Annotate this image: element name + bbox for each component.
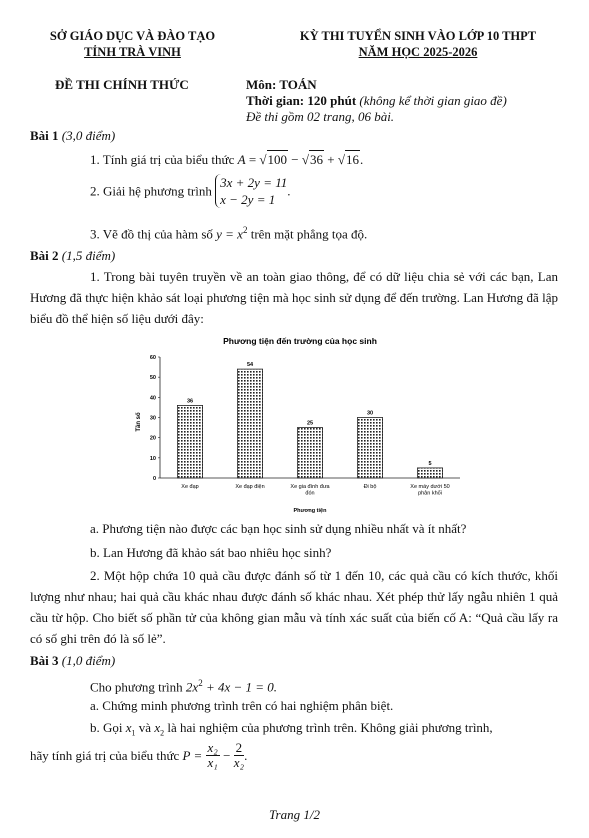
bai1-q3 — [90, 222, 367, 242]
bai2-intro: 1. Trong bài tuyên truyền về an toàn giao thông, để có dữ liệu chia sẻ với các bạn, Lan Hương đã thực hiện khảo sát loại phương tiện mà học sinh sử dụng để đến trường. Lan Hương đã lập biểu đồ thể hiện số liệu dưới đây: — [30, 269, 558, 326]
bar-value-label: 54 — [246, 362, 254, 369]
bai1-q1-end: . — [360, 152, 364, 167]
official-label: ĐỀ THI CHÍNH THỨC — [55, 77, 189, 92]
x-tick-label: Đi bộ — [363, 484, 377, 490]
bai1-q1-var: A — [237, 152, 246, 167]
sqrt-100: 100 — [267, 152, 288, 167]
x2-sub: 2 — [160, 728, 165, 738]
y-tick-label: 20 — [149, 435, 156, 442]
bai3-eq-b: + 4x − 1 = 0. — [202, 679, 278, 695]
bar-value-label: 5 — [428, 460, 432, 467]
bai1-title: Bài 1 — [30, 128, 59, 143]
frac1-num: x₂ — [207, 740, 218, 755]
bai1-q1-text: 1. Tính giá trị của biểu thức — [90, 152, 235, 167]
exam-line1: KỲ THI TUYỂN SINH VÀO LỚP 10 THPT — [299, 29, 537, 43]
x-tick-label: Xe đạp — [181, 484, 199, 490]
chart-ylabel: Tần số — [136, 412, 142, 432]
bai1-q3-text: 3. Vẽ đồ thị của hàm số — [90, 226, 213, 242]
time-label: Thời gian: 120 phút — [246, 93, 357, 108]
x1-sub: 1 — [131, 728, 136, 738]
exam-header — [268, 28, 568, 60]
x1-var: x — [125, 720, 132, 735]
bai2-heading — [30, 247, 115, 264]
bar — [417, 468, 442, 478]
bai2-q2: 2. Một hộp chứa 10 quả cầu được đánh số từ 1 đến 10, các quả cầu có kích thước, khối lượng như nhau; hai quả cầu khác nhau được đánh số khác nhau. Xét phép thử lấy ngẫu nhiên 1 quả cầu từ hộp. Cho biết số phần tử của không gian mẫu và tính xác suất của biến cố A: “Quả cầu lấy ra có số ghi trên đó là số lẻ”. — [30, 568, 558, 646]
bar-value-label: 36 — [186, 398, 194, 405]
bar — [237, 369, 262, 478]
bai1-q2-end: . — [287, 183, 291, 199]
subject-label: Môn: TOÁN — [246, 77, 317, 92]
system-eq1: 3x + 2y = 11 — [220, 175, 288, 190]
y-tick-label: 40 — [149, 395, 156, 402]
sqrt-36: 36 — [310, 152, 324, 167]
bai2-title: Bài 2 — [30, 248, 59, 263]
bai3-title: Bài 3 — [30, 653, 59, 668]
exam-line2: NĂM HỌC 2025-2026 — [358, 45, 478, 59]
y-tick-label: 30 — [149, 415, 156, 422]
bar — [297, 428, 322, 478]
bai3-heading — [30, 652, 115, 669]
bai1-q3-exp: 2 — [242, 225, 248, 235]
y-tick-label: 60 — [149, 355, 156, 361]
department-line1: SỞ GIÁO DỤC VÀ ĐÀO TẠO — [49, 29, 216, 43]
bai1-q3-end: trên mặt phẳng tọa độ. — [250, 226, 368, 242]
department-header — [30, 28, 235, 60]
bai2-qa: a. Phương tiện nào được các bạn học sinh sử dụng nhiều nhất và ít nhất? — [90, 521, 467, 536]
y-tick-label: 50 — [149, 375, 156, 382]
equation-system — [215, 174, 287, 208]
bai1-q1-eq: = — [245, 152, 260, 167]
fraction-2-over-x2 — [233, 740, 248, 770]
chart-xlabel: Phương tiện — [293, 508, 327, 514]
p-minus: − — [219, 748, 234, 763]
system-eq2: x − 2y = 1 — [220, 192, 276, 207]
bai2-points: (1,5 điểm) — [61, 248, 116, 263]
sqrt-16: 16 — [346, 152, 360, 167]
frac2-den: x₂ — [233, 755, 245, 770]
bai3-qb-line1 — [90, 719, 493, 742]
bai3-qb-and: và — [138, 720, 152, 735]
time-line — [246, 92, 507, 109]
chart-title: Phương tiện đến trường của học sinh — [223, 336, 377, 346]
bai3-qb-2: là hai nghiệm của phương trình trên. Không giải phương trình, — [167, 720, 493, 735]
bar-value-label: 30 — [366, 410, 374, 417]
page-footer: Trang 1/2 — [269, 807, 320, 822]
pages-note: Đề thi gồm 02 trang, 06 bài. — [246, 109, 395, 124]
bar — [177, 405, 202, 478]
bai3-intro-text: Cho phương trình — [90, 679, 183, 695]
bai3-qb-3: hãy tính giá trị của biểu thức — [30, 748, 180, 763]
x2-var: x — [154, 720, 161, 735]
p-end: . — [244, 748, 248, 763]
bai3-eq-a: 2x — [185, 679, 199, 695]
bai1-q1: 1. Tính giá trị của biểu thức A = √100 − √36 + √16. — [90, 152, 364, 167]
x-tick-label: Xe máy dưới 50 phân khối — [410, 484, 450, 497]
department-line2: TỈNH TRÀ VINH — [84, 45, 181, 59]
y-tick-label: 0 — [152, 476, 156, 482]
bai3-qa: a. Chứng minh phương trình trên có hai nghiệm phân biệt. — [90, 698, 394, 713]
frac1-den: x₁ — [207, 755, 218, 770]
bai1-heading — [30, 127, 115, 144]
bai3-intro — [90, 675, 277, 695]
y-tick-label: 10 — [149, 455, 156, 462]
bai1-q1-plus: + — [324, 152, 338, 167]
y-ticks — [150, 355, 160, 482]
bai1-q2 — [90, 174, 291, 208]
bai3-eq-exp: 2 — [198, 678, 203, 688]
time-note: (không kể thời gian giao đề) — [359, 93, 507, 108]
bar-value-label: 25 — [306, 420, 314, 427]
bai3-points: (1,0 điểm) — [61, 653, 116, 668]
bai1-q2-text: 2. Giải hệ phương trình — [90, 183, 212, 199]
p-lhs: P = — [182, 748, 206, 763]
bar — [357, 418, 382, 479]
bai1-q1-minus: − — [288, 152, 302, 167]
x-tick-label: Xe đạp điện — [235, 484, 265, 490]
fraction-x2-over-x1 — [206, 741, 220, 770]
x-tick-label: Xe gia đình đưa đón — [290, 484, 330, 497]
bai1-points: (3,0 điểm) — [61, 128, 116, 143]
bai3-qb-1: b. Gọi — [90, 720, 123, 735]
bai3-qb-line2 — [30, 741, 247, 770]
transport-chart — [130, 332, 470, 517]
bai2-qb: b. Lan Hương đã khảo sát bao nhiêu học sinh? — [90, 545, 332, 560]
chart-bars — [177, 362, 449, 496]
bai1-q3-fn: y = x — [216, 226, 243, 242]
frac2-num: 2 — [235, 740, 243, 755]
